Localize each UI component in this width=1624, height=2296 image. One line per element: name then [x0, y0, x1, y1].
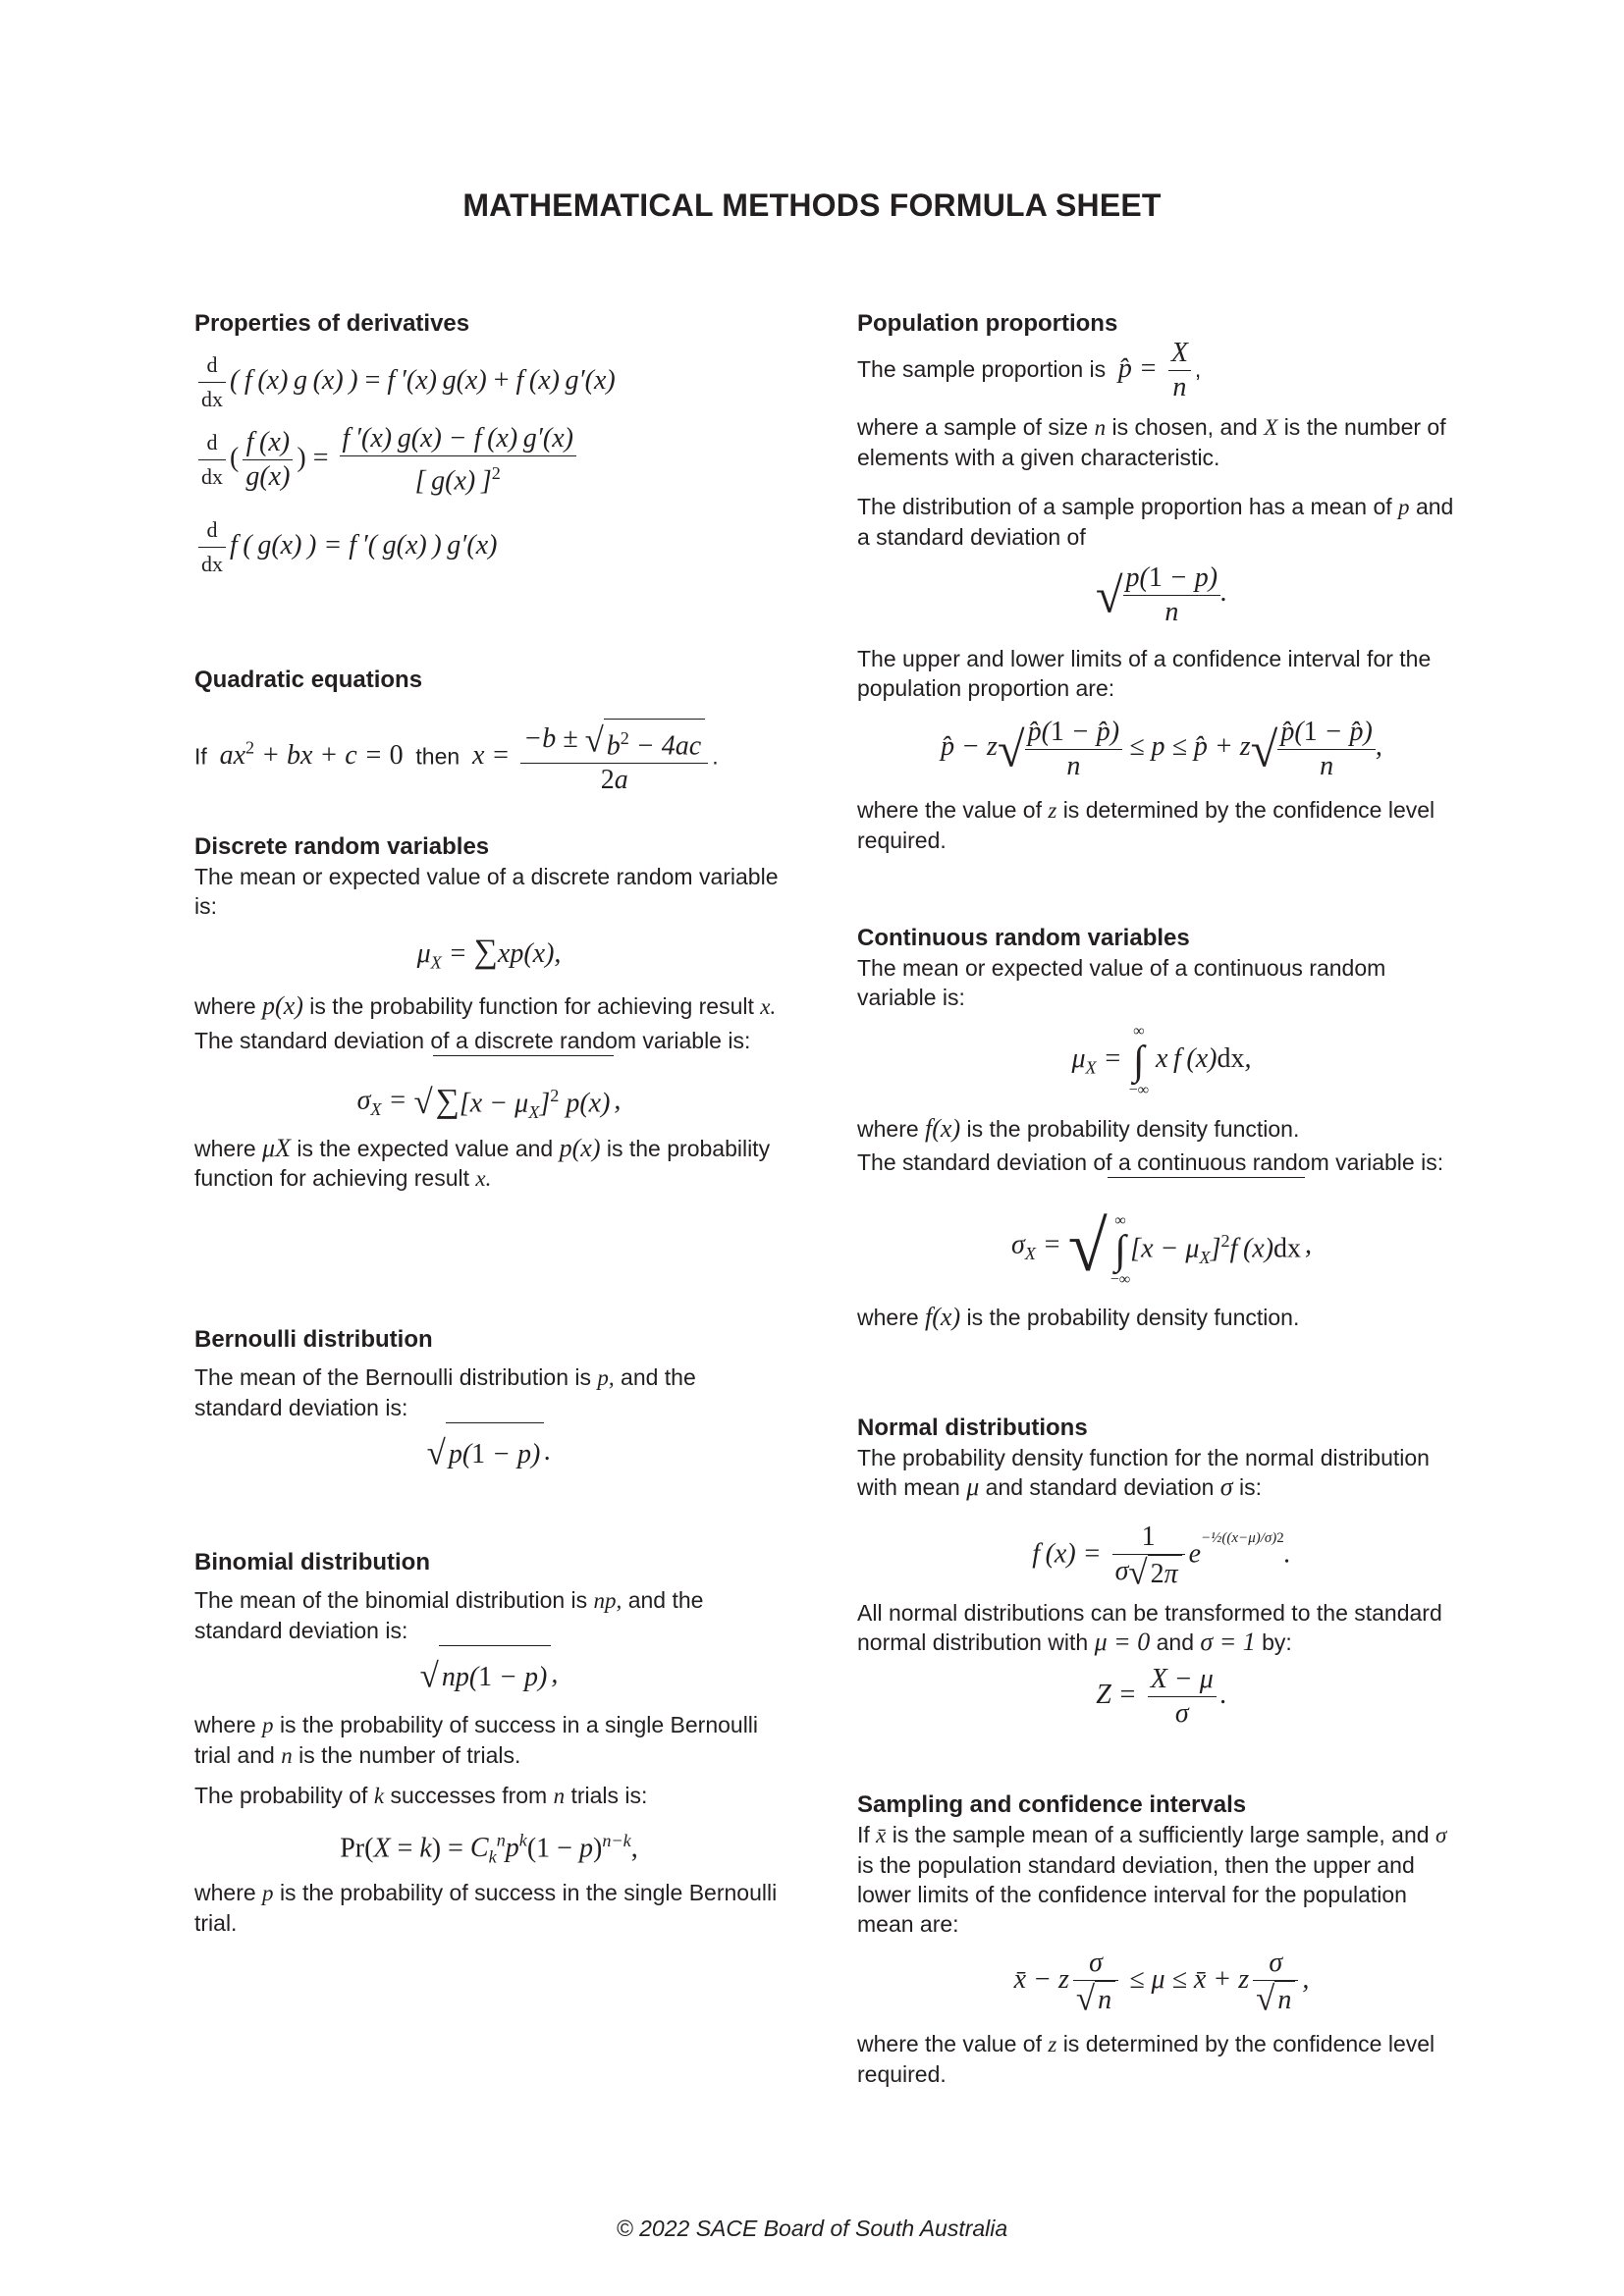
population-z-text: where the value of z is determined by the confidence level required. — [857, 797, 1435, 854]
sampling-section — [857, 1790, 1466, 2089]
normal-transform-text: All normal distributions can be transformed to the standard normal distribution with μ = 0 and σ = 1 by: — [857, 1600, 1442, 1656]
bernoulli-sd-formula: √ p(1 − p) . — [194, 1422, 784, 1481]
page-title: MATHEMATICAL METHODS FORMULA SHEET — [462, 187, 1162, 223]
normal-pdf-text: The probability density function for the normal distribution with mean μ and standard deviation σ is: — [857, 1445, 1430, 1501]
normal-z-formula: Z = $\frac{X - \mu}{\sigma}$ . — [1096, 1664, 1227, 1730]
discrete-sd-formula: $\sigma_X = √\sum[x - \mu_X]^2$ p(x) , — [194, 1055, 784, 1130]
copyright-footer: © 2022 SACE Board of South Australia — [616, 2216, 1008, 2241]
continuous-mean-intro: The mean or expected value of a continuous random variable is: — [857, 955, 1386, 1010]
continuous-sd-intro: The standard deviation of a continuous random variable is: — [857, 1149, 1444, 1175]
binomial-sd-formula: √ np(1 − p) , — [194, 1645, 784, 1704]
chain-rule-formula: $\frac{d}{dx}$ f ( g(x) ) = f ′( g(x) ) g′(x) — [194, 513, 784, 572]
sampling-formula: x̄ − z $\frac{\sigma}{√ n}$ ≤ μ ≤ x̄ + z $\frac{\sigma}{√ n}$ , — [1013, 1947, 1310, 2018]
binomial-last-where: where p is the probability of success in the single Bernoulli trial. — [194, 1880, 778, 1936]
discrete-where-p: where p(x) is the probability function for achieving result x. — [194, 991, 777, 1020]
normal-section — [857, 1414, 1466, 1734]
section-heading: Discrete random variables — [194, 833, 490, 860]
binomial-section — [194, 1548, 784, 1938]
binomial-where: where p is the probability of success in a single Bernoulli trial and n is the number of trials. — [194, 1712, 759, 1768]
population-dist-text: The distribution of a sample proportion has a mean of p and a standard deviation of — [857, 494, 1454, 551]
continuous-mean-formula: $\mu_X$ = ∞ ∫ −∞ x f (x)dx, — [1071, 1022, 1252, 1098]
sampling-text: If x̄ is the sample mean of a sufficiently large sample, and σ is the population standard deviation, then the upper and lower limits of the confidence interval for the population mean are: — [857, 1822, 1447, 1937]
section-heading: Binomial distribution — [194, 1549, 430, 1575]
continuous-where-2: where f(x) is the probability density function. — [857, 1303, 1300, 1331]
derivatives-section — [194, 309, 784, 576]
continuous-section — [857, 924, 1466, 1332]
bernoulli-section — [194, 1325, 784, 1481]
continuous-sd-formula: $\sigma_X$ = √ ∞ ∫ −∞ $[x - \mu_X]^2f$ (x)dx , — [857, 1177, 1466, 1295]
discrete-where-mu: where μX is the expected value and p(x) is the probability function for achieving result x. — [194, 1134, 771, 1191]
binomial-prob-formula: $Pr(X = k) = C_k^np^k(1 - p)^{n-k}$, — [340, 1831, 638, 1867]
section-heading: Properties of derivatives — [194, 310, 470, 337]
sampling-z-text: where the value of z is determined by the confidence level required. — [857, 2031, 1435, 2087]
quadratic-formula-line: If $ax^2$ + bx + c = 0 then x = $\frac{-b \pm √ b^2 - 4ac}{2a}$ . — [194, 717, 784, 797]
population-where: where a sample of size n is chosen, and X is the number of elements with a given characteristic. — [857, 414, 1446, 471]
section-heading: Continuous random variables — [857, 925, 1190, 951]
bernoulli-text: The mean of the Bernoulli distribution is p, and the standard deviation is: — [194, 1364, 696, 1420]
normal-pdf-formula: f (x) = $\frac{1}{\sigma√ 2\pi}$ $e^{-\frac{1}{2}((x-\mu)/\sigma)2}$. — [1032, 1521, 1291, 1592]
population-limits-text: The upper and lower limits of a confidence interval for the population proportion are: — [857, 646, 1432, 702]
section-heading: Population proportions — [857, 310, 1118, 337]
population-sd-formula: √ $\frac{p(1 - p)}{n}$ . — [1095, 561, 1228, 627]
quotient-rule-formula: $\frac{d}{dx}$ ( $\frac{f (x)}{g(x)}$ ) = $\frac{f '(x) g(x) - f (x) g'(x)}{[ g(x) ]^2}$ — [194, 419, 784, 498]
binomial-prob-text: The probability of k successes from n trials is: — [194, 1783, 648, 1808]
binomial-text: The mean of the binomial distribution is np, and the standard deviation is: — [194, 1587, 704, 1643]
discrete-section — [194, 832, 784, 1194]
section-heading: Quadratic equations — [194, 667, 423, 693]
section-heading: Bernoulli distribution — [194, 1326, 433, 1353]
discrete-mean-formula: $\mu_X = \sum xp(x)$, — [416, 934, 562, 973]
quadratic-section — [194, 666, 784, 797]
discrete-mean-intro: The mean or expected value of a discrete random variable is: — [194, 864, 779, 919]
continuous-where: where f(x) is the probability density function. — [857, 1114, 1300, 1143]
sample-proportion-line: The sample proportion is p̂ = $\frac{X}{n}$ , — [857, 338, 1202, 403]
discrete-sd-intro: The standard deviation of a discrete random variable is: — [194, 1028, 751, 1053]
section-heading: Normal distributions — [857, 1415, 1088, 1441]
population-limits-formula: p̂ − z√ $\frac{p̂(1 - p̂)}{n}$ ≤ p ≤ p̂ + z√ $\frac{p̂(1 - p̂)}{n}$ , — [941, 716, 1382, 781]
population-section — [857, 309, 1466, 855]
section-heading: Sampling and confidence intervals — [857, 1791, 1247, 1818]
product-rule-formula: $\frac{d}{dx}$ ( f (x) g (x) ) = f ′(x) g(x) + f (x) g′(x) — [194, 348, 784, 407]
